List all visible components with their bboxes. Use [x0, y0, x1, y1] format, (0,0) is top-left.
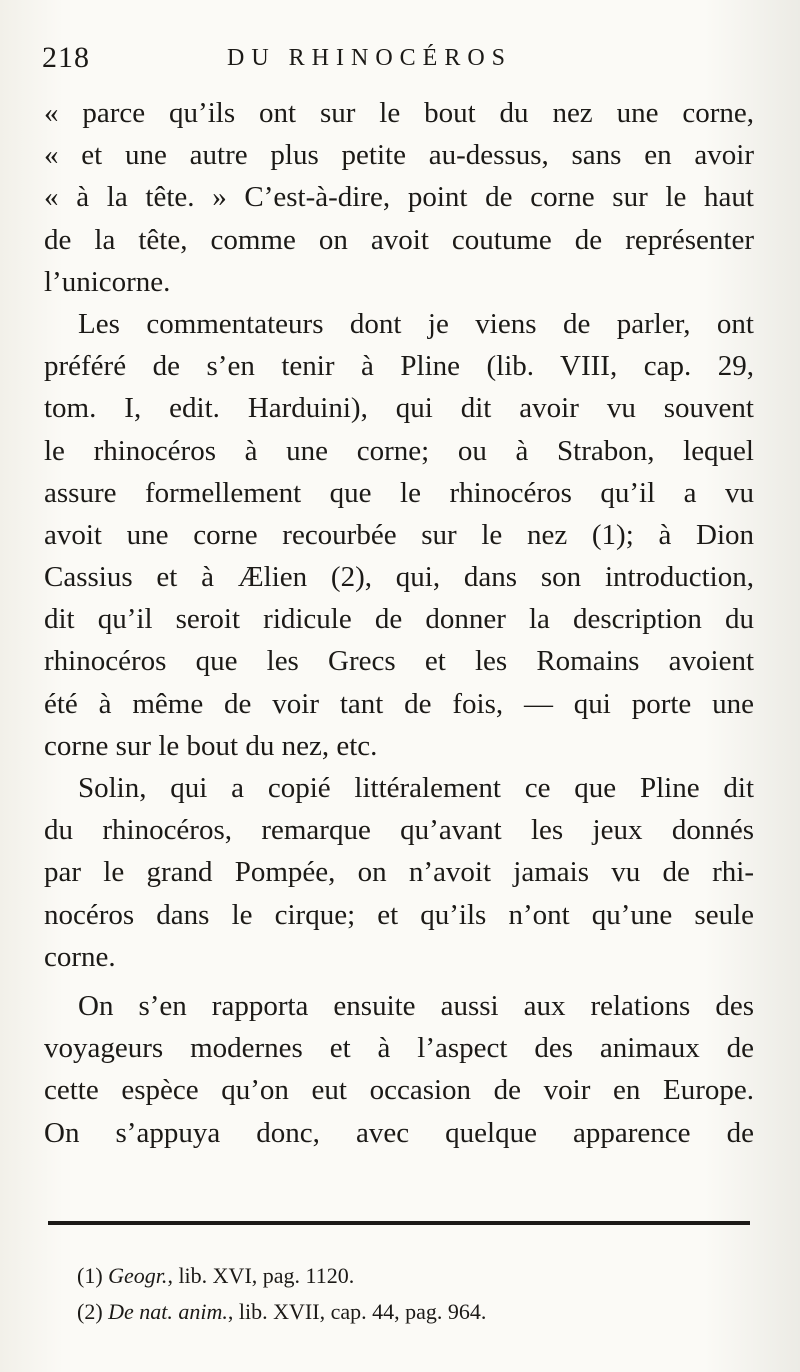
footnote-2 [77, 1294, 737, 1330]
text-line-13: dit qu’il seroit ridicule de donner la description du [44, 603, 754, 636]
text-line-25: On s’appuya donc, avec quelque apparence de [44, 1116, 754, 1149]
text-line-07: préféré de s’en tenir à Pline (lib. VIII, cap. 29, [44, 350, 754, 383]
footnote-title-2: De nat. anim. [108, 1299, 228, 1324]
page-number: 218 [42, 41, 90, 74]
text-line-11: avoit une corne recourbée sur le nez (1); à Dion [44, 518, 754, 551]
paragraph-gap [44, 978, 754, 985]
footnote-separator [48, 1221, 750, 1225]
text-line-20: nocéros dans le cirque; et qu’ils n’ont qu’une seule [44, 898, 754, 931]
text-line-14: rhinocéros que les Grecs et les Romains avoient [44, 645, 754, 678]
text-line-10: assure formellement que le rhinocéros qu’il a vu [44, 476, 754, 509]
text-line-15: été à même de voir tant de fois, — qui porte une [44, 687, 754, 720]
running-head [42, 38, 762, 78]
text-line-22: On s’en rapporta ensuite aussi aux relations des [78, 989, 754, 1022]
text-line-06: Les commentateurs dont je viens de parler, ont [78, 307, 754, 340]
footnote-number-2: (2) [77, 1299, 103, 1324]
footnote-reference-1: , lib. XVI, pag. 1120. [167, 1263, 355, 1288]
text-line-16: corne sur le bout du nez, etc. [44, 729, 378, 762]
footnote-reference-2: , lib. XVII, cap. 44, pag. 964. [227, 1299, 487, 1324]
text-line-12: Cassius et à Ælien (2), qui, dans son introduction, [44, 561, 754, 594]
text-line-09: le rhinocéros à une corne; ou à Strabon, lequel [44, 434, 754, 467]
text-line-02: « et une autre plus petite au-dessus, sans en avoir [44, 139, 754, 172]
footnotes [77, 1258, 737, 1330]
footnote-number-1: (1) [77, 1263, 103, 1288]
text-line-08: tom. I, edit. Harduini), qui dit avoir vu souvent [44, 392, 754, 425]
running-title: DU RHINOCÉROS [227, 45, 513, 71]
text-line-01: « parce qu’ils ont sur le bout du nez une corne, [44, 97, 754, 129]
main-text [44, 92, 754, 1154]
text-line-19: par le grand Pompée, on n’avoit jamais vu de rhi- [44, 856, 754, 889]
footnote-title-1: Geogr. [108, 1263, 168, 1288]
footnote-1 [77, 1258, 737, 1294]
text-line-21: corne. [44, 940, 116, 973]
text-line-03: « à la tête. » C’est-à-dire, point de corne sur le haut [44, 181, 754, 214]
text-line-04: de la tête, comme on avoit coutume de représenter [44, 223, 754, 256]
text-line-24: cette espèce qu’on eut occasion de voir en Europe. [44, 1074, 754, 1107]
text-line-17: Solin, qui a copié littéralement ce que Pline dit [78, 772, 754, 804]
text-line-18: du rhinocéros, remarque qu’avant les jeux donnés [44, 814, 754, 847]
text-line-23: voyageurs modernes et à l’aspect des animaux de [44, 1032, 754, 1065]
text-line-05: l’unicorne. [44, 265, 171, 298]
